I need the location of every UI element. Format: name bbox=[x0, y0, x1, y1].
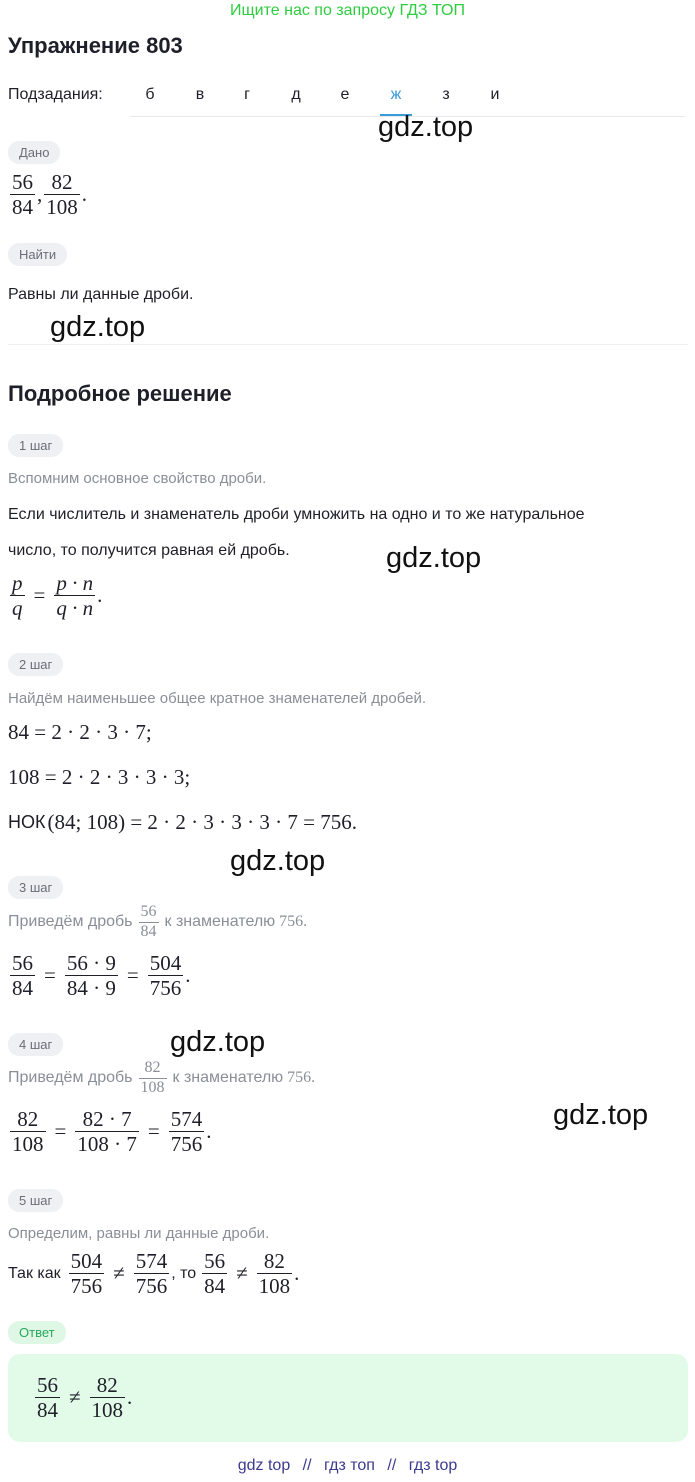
fraction-property-formula bbox=[8, 572, 102, 619]
step-hint: Определим, равны ли данные дроби. bbox=[8, 1225, 270, 1242]
hint-text: Приведём дробь bbox=[8, 913, 133, 931]
period: . bbox=[185, 963, 191, 988]
hint-value: 756. bbox=[287, 1069, 316, 1087]
watermark: gdz.top bbox=[50, 311, 146, 343]
fraction-denominator: 108 bbox=[46, 195, 78, 220]
subtask-tab-v[interactable]: в bbox=[195, 86, 205, 103]
find-text: Равны ли данные дроби. bbox=[8, 286, 194, 303]
fraction-denominator: 84 · 9 bbox=[66, 976, 116, 1001]
fraction-denominator: 756 bbox=[70, 1274, 103, 1299]
equals-sign: = bbox=[147, 1119, 160, 1144]
fraction-denominator: 756 bbox=[149, 976, 182, 1001]
period: . bbox=[81, 182, 87, 207]
subtask-tab-g[interactable]: г bbox=[244, 86, 250, 103]
factorization-108: 108 = 2 · 2 · 3 · 3 · 3; bbox=[8, 765, 191, 789]
find-pill: Найти bbox=[8, 243, 67, 266]
subtask-tab-e[interactable]: е bbox=[340, 86, 350, 103]
given-fractions bbox=[8, 171, 87, 218]
step-pill: 5 шаг bbox=[8, 1189, 63, 1212]
fraction-numerator: 574 bbox=[170, 1107, 203, 1131]
lcm-label: НОК bbox=[8, 812, 46, 832]
answer-expression bbox=[33, 1374, 132, 1421]
period: . bbox=[127, 1385, 133, 1410]
fraction-numerator: p · n bbox=[56, 571, 94, 595]
fraction-numerator: 56 bbox=[12, 170, 33, 194]
fraction-numerator: 82 bbox=[96, 1373, 118, 1397]
section-divider bbox=[8, 344, 688, 345]
watermark: gdz.top bbox=[553, 1099, 649, 1131]
equals-sign: = bbox=[33, 583, 46, 608]
fraction-denominator: 108 bbox=[91, 1398, 124, 1423]
fraction-numerator: 82 bbox=[17, 1107, 39, 1131]
fraction-denominator: 756 bbox=[135, 1274, 168, 1299]
fraction-denominator: 108 bbox=[12, 1132, 44, 1157]
fraction-denominator: 84 bbox=[37, 1398, 58, 1423]
fraction-numerator: 82 bbox=[51, 170, 73, 194]
fraction-denominator: q bbox=[12, 596, 23, 621]
step-text-line: число, то получится равная ей дробь. bbox=[8, 542, 290, 559]
step-pill: 1 шаг bbox=[8, 434, 63, 457]
subtask-tab-z[interactable]: з bbox=[442, 86, 450, 103]
fraction-denominator: 84 bbox=[140, 922, 157, 940]
subtasks-label: Подзадания: bbox=[8, 86, 103, 103]
period: . bbox=[294, 1261, 300, 1286]
fraction-numerator: 82 bbox=[263, 1249, 285, 1273]
solution-title: Подробное решение bbox=[8, 381, 232, 406]
lcm-expression: (84; 108) = 2 · 2 · 3 · 3 · 3 · 7 = 756. bbox=[47, 810, 357, 834]
fraction-denominator: q · n bbox=[56, 596, 94, 621]
comma: , bbox=[37, 182, 43, 207]
given-pill: Дано bbox=[8, 141, 60, 164]
fraction-denominator: 84 bbox=[12, 195, 33, 220]
step-hint bbox=[8, 904, 307, 941]
fraction-numerator: p bbox=[12, 571, 23, 595]
hint-text: Приведём дробь bbox=[8, 1069, 133, 1087]
page-title: Упражнение 803 bbox=[8, 33, 183, 58]
fraction-numerator: 82 · 7 bbox=[82, 1107, 132, 1131]
not-equal-sign: ≠ bbox=[69, 1385, 81, 1410]
fraction-denominator: 108 bbox=[140, 1078, 165, 1096]
footer-link[interactable]: гдз top bbox=[408, 1457, 458, 1474]
comparison-statement bbox=[8, 1250, 299, 1297]
fraction-numerator: 56 bbox=[204, 1249, 226, 1273]
fraction-numerator: 56 · 9 bbox=[66, 951, 116, 975]
footer-link[interactable]: gdz top bbox=[237, 1457, 291, 1474]
not-equal-sign: ≠ bbox=[113, 1261, 125, 1286]
fraction-denominator: 108 · 7 bbox=[77, 1132, 137, 1157]
footer-link[interactable]: гдз топ bbox=[324, 1457, 375, 1474]
statement-text: Так как bbox=[8, 1264, 61, 1282]
step-pill: 4 шаг bbox=[8, 1033, 63, 1056]
subtask-tab-b[interactable]: б bbox=[145, 86, 155, 103]
equals-sign: = bbox=[54, 1119, 67, 1144]
fraction-denominator: 108 bbox=[258, 1274, 291, 1299]
step-pill: 2 шаг bbox=[8, 653, 63, 676]
fraction-numerator: 56 bbox=[12, 951, 33, 975]
conversion-equation bbox=[8, 952, 190, 999]
hint-value: 756. bbox=[279, 913, 308, 931]
fraction-numerator: 56 bbox=[140, 903, 157, 920]
footer-links bbox=[0, 1457, 695, 1475]
watermark: gdz.top bbox=[170, 1026, 266, 1058]
watermark: gdz.top bbox=[378, 111, 474, 143]
answer-pill: Ответ bbox=[8, 1321, 66, 1344]
fraction-denominator: 756 bbox=[170, 1132, 203, 1157]
step-hint bbox=[8, 1060, 315, 1097]
factorization-84: 84 = 2 · 2 · 3 · 7; bbox=[8, 720, 152, 744]
step-pill: 3 шаг bbox=[8, 876, 63, 899]
watermark: gdz.top bbox=[386, 542, 482, 574]
step-hint: Найдём наименьшее общее кратное знаменателей дробей. bbox=[8, 690, 427, 707]
statement-text: , то bbox=[171, 1264, 197, 1282]
fraction-denominator: 84 bbox=[204, 1274, 226, 1299]
conversion-equation bbox=[8, 1108, 211, 1155]
footer-separator: // bbox=[387, 1457, 397, 1474]
promo-banner: Ищите нас по запросу ГДЗ ТОП bbox=[230, 2, 465, 19]
fraction-numerator: 574 bbox=[135, 1249, 168, 1273]
fraction-numerator: 82 bbox=[144, 1059, 161, 1076]
fraction-denominator: 84 bbox=[12, 976, 33, 1001]
equals-sign: = bbox=[126, 963, 139, 988]
lcm-equation bbox=[8, 810, 357, 835]
hint-text: к знаменателю bbox=[172, 1069, 284, 1087]
period: . bbox=[97, 583, 103, 608]
fraction-numerator: 504 bbox=[149, 951, 182, 975]
step-hint: Вспомним основное свойство дроби. bbox=[8, 470, 267, 487]
subtask-tab-d[interactable]: д bbox=[291, 86, 301, 103]
subtask-tab-zh[interactable]: ж bbox=[390, 86, 402, 103]
step-text-line: Если числитель и знаменатель дроби умножить на одно и то же натуральное bbox=[8, 506, 585, 523]
equals-sign: = bbox=[44, 963, 56, 988]
footer-separator: // bbox=[302, 1457, 312, 1474]
subtask-tab-i[interactable]: и bbox=[490, 86, 500, 103]
fraction-numerator: 504 bbox=[70, 1249, 103, 1273]
fraction-numerator: 56 bbox=[37, 1373, 58, 1397]
hint-text: к знаменателю bbox=[164, 913, 276, 931]
not-equal-sign: ≠ bbox=[236, 1261, 248, 1286]
watermark: gdz.top bbox=[230, 845, 326, 877]
period: . bbox=[206, 1119, 212, 1144]
